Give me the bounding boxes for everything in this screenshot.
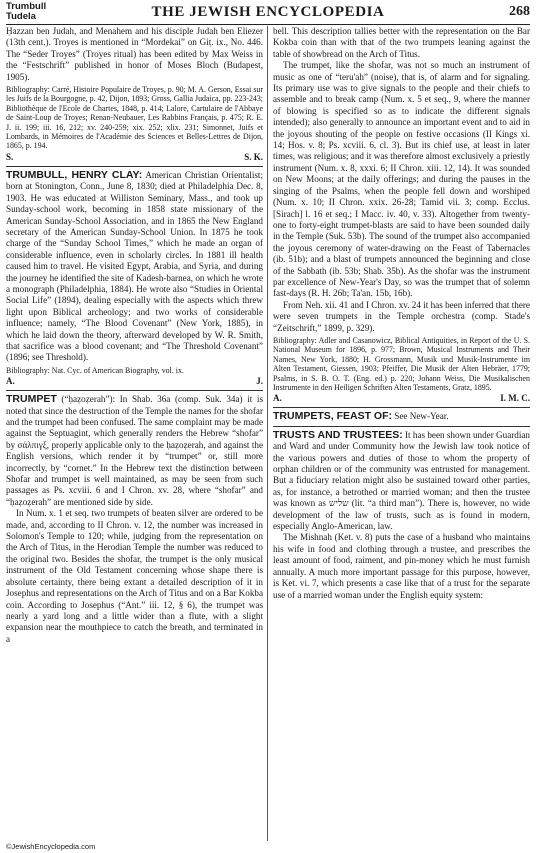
trumpet-paragraph-3: The trumpet, like the shofar, was not so much an instrument of music as one of “teru'ah” (noise), that is, of alarm and for signaling. Its primary use was to give signals to the people and their chiefs to assemble and to break camp (Num. x. 5 et seq., 9, where the manner of blowing is specified so as to indicate the different signals intended); also generally to announce an important event and to aid in the joyous shouting of the people on festive occasions (II Kings xi. 14; Hos. v. 8; Ps. xcviii. 6, cl. 3). But its chief use, at least in later times, was religious; and it was therefore almost exclusively a priestly instrument (Num. x. 8, xxxi. 6; II Chron. xiii. 12, 14). It was sounded on New Moons; at the daily offerings; and during the pauses in the singing of the Psalms, when the people fell down and worshiped (Num. x. 10; II Chron. xxix. 26-28; Tamid vii. 3; comp. Ecclus. [Sirach] l. 16 et seq.; I Macc. iv. 40, v. 33). Altogether from twenty-one to forty-eight trumpet-blasts are said to have been sounded daily in the Temple (Suk. 53b). The sound of the trumpet also accompanied the joyous ceremony of water-drawing on the Feast of Tabernacles (ib. 51b); and a blast of trumpets announced the beginning and close of the Sabbath (ib. 53b; Shab. 35b). As the shofar was the instrument par excellence of New-Year's Day, so was the trumpet that of solemn fast-days (R. H. 26b; Ta'an. 15b, 16b). [273,60,530,299]
trumbull-entry [6,170,263,364]
signature-author: S. K. [244,151,263,162]
section-divider [6,390,263,391]
page-header [6,2,530,25]
signature-initial: S. [6,151,14,162]
page-number: 268 [509,4,530,19]
trumpet-entry [6,394,263,508]
trumbull-headword: TRUMBULL, HENRY CLAY: [6,168,143,181]
trumpet-signature [273,393,530,404]
signature-author: J. [256,376,263,387]
troyes-signature [6,152,263,163]
trumpet-headword: TRUMPET [6,393,57,406]
feast-entry [273,411,530,422]
troyes-bibliography: Bibliography: Carré, Histoire Populaire de Troyes, p. 90; M. A. Gerson, Essai sur les Juifs de la Bourgogne, p. 42, Dijon, 1893; Gross, Gallia Judaica, pp. 223-243; Bibliothèque de l'Ecole de Chartes, 1848, p. 414; Lalore, Cartulaire de l'Abbaye de Saint-Loup de Troyes; Renan-Neubauer, Les Rabbins Français, p. 475; R. E. J. ii. 199; iii. 16, 212; xv. 240-259; xix. 252; xlix. 231; Simonnet, Juifs et Lombards, in Mémoires de l'Académie des Sciences et Belles-Lettres de Dijon, 1865, p. 194. [6,85,263,151]
trumpet-paragraph-4: From Neh. xii. 41 and I Chron. xv. 24 it has been inferred that there were seven trumpets in the Temple orchestra (comp. Stade's “Zeitschrift,” 1899, p. 329). [273,299,530,333]
section-divider [6,166,263,167]
trumbull-bibliography: Bibliography: Nat. Cyc. of American Biography, vol. ix. [6,365,184,375]
column-divider [267,26,268,841]
trumbull-signature [6,376,263,387]
publication-title: THE JEWISH ENCYCLOPEDIA [151,4,385,20]
section-divider [273,426,530,427]
trusts-text: It has been shown under Guardian and Ward and under Community how the Jewish law took notice of the various powers and duties of those to whom the property of orphan children or of the community was entrusted for management. But a fiduciary relation might also be sustained toward other parties, as, for instance, a betrothed or married woman; and then the trustee was known as שליש (lit. “a third man”). There is, however, no wide development of the law of trusts, such as is found in modern, especially Anglo-American, law. [273,429,530,532]
feast-cross-reference[interactable]: See New-Year. [394,411,449,422]
trusts-headword: TRUSTS AND TRUSTEES: [273,428,403,441]
signature-initial: A. [6,376,15,387]
left-column [6,26,263,645]
trumpet-text: (“ḥaẓoẓerah”): In Shab. 36a (comp. Suk. 34a) it is noted that since the destruction of the Temple the names for the shofar and the trumpet had been confused. The same complaint may be made against the Septuagint, which generally renders the Hebrew “shofar” by σάλπιγξ, properly applicable only to the ḥaẓoẓerah, and against the English versions, which render it by “trumpet” or, still more incorrectly, by “cornet.” In the Hebrew text the distinction between Shofar and trumpet is well maintained, as may be seen from such passages as Ps. xcviii. 6 and I Chron. xv. 28, where “shofar” and “ḥaẓoẓerah” are mentioned side by side. [6,394,264,507]
trumpet-bibliography: Bibliography: Adler and Casanowicz, Biblical Antiquities, in Report of the U. S. National Museum for 1896, p. 977; Brown, Musical Instruments and Their Names, New York, 1880; H. Grossmann, Musik und Musik-Instrumente im Alten Testament, Giessen, 1903; Pfeiffer, Die Musik der Alten Hebräer, 1779; Psalms, in S. B. O. T. (Eng. ed.) p. 220; Johann Weiss, Die Musikalischen Instrumente in den Heiligen Schriften Alten Testaments, Gratz, 1895. [273,335,530,392]
signature-initial: A. [273,393,282,404]
guide-word-last: Tudela [6,11,36,22]
guide-word-first: Trumbull [6,1,47,12]
feast-headword: TRUMPETS, FEAST OF: [273,410,392,423]
right-column [273,26,530,601]
trumpet-paragraph-2: In Num. x. 1 et seq. two trumpets of beaten silver are ordered to be made, and, according to II Chron. v. 12, the number was increased in Solomon's Temple to 120; while, judging from the representation on the Arch of Titus, in the Herodian Temple the number was reduced to the original two. Besides the shofar, the trumpet is the only musical instrument of the Old Testament concerning whose shape there is absolute certainty, there being extant a detailed description of it in Josephus and representations on the Arch of Titus and on a Bar Kokba coin. According to Josephus (“Ant.” iii. 12, § 6), the trumpet was nearly a yard long and a little wider than a flute, with a slight expansion near the mouthpiece to catch the breath, and terminated in a [6,508,263,644]
trusts-paragraph-2: The Mishnah (Ket. v. 8) puts the case of a husband who maintains his wife in food and clothing through a trustee, and prescribes the least amount of food, raiment, and pin-money which he must furnish annually. A much more important passage for this purpose, however, is Ket. vi. 7, which presents a case like that of a trust for the separate use of a married woman under the English equity system: [273,532,530,600]
troyes-continuation: Ḥazzan ben Judah, and Menahem and his disciple Judah ben Eliezer (13th cent.). Troyes is mentioned in “Mordekai” on Giṭ. ix., No. 446. The “Seder Troyes” (Troyes ritual) has been edited by Max Weiss in the “Festschrift” published in honor of Moses Bloch (Budapest, 1905). [6,26,263,82]
signature-author: I. M. C. [500,393,530,404]
trumbull-text: American Christian Orientalist; born at Stonington, Conn., June 8, 1830; died at Philadelphia Dec. 8, 1903. He was educated at Williston Seminary, Mass., and took up Sunday-school work, becoming in 1858 state missionary of the American Sunday-School Association, and in 1865 the New England secretary of the American Sunday-School Union. In 1875 he took charge of the “Sunday School Times,” which he made an organ of considerable influence, even in scholarly circles. In 1881 ill health caused him to travel. He visited Egypt, Arabia, and Syria, and during the journey he identified the site of Kadesh-barnea, on which he wrote a monograph (Philadelphia, 1884). He wrote also “Studies in Oriental Social Life” (1894), dealing especially with the aspects which threw light upon Biblical archeology; and two works of considerable influence; namely, “The Blood Covenant” (New York, 1885), in which he laid down the theory, afterward developed by W. R. Smith, that sacrifice was a blood covenant; and “The Threshold Covenant” (1896; see Threshold). [6,169,263,363]
trusts-entry [273,430,530,533]
copyright-footer: ©JewishEncyclopedia.com [6,842,96,851]
section-divider [273,407,530,408]
trumpet-continuation: bell. This description tallies better with the representation on the Bar Kokba coin than with that of the two trumpets leaning against the table of showbread on the Arch of Titus. [273,26,530,59]
